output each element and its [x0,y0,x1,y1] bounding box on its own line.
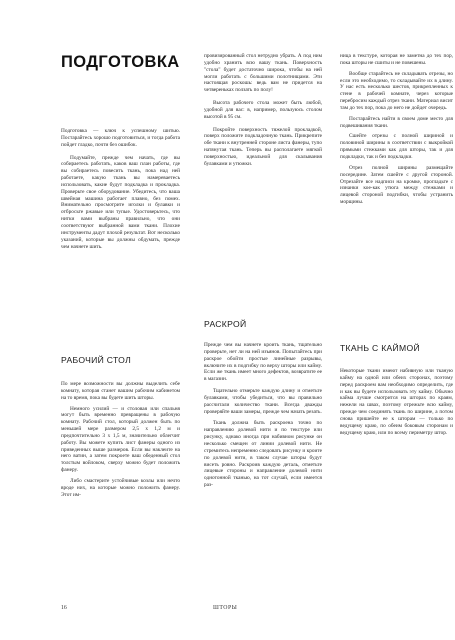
running-footer: ШТОРЫ [213,605,238,611]
heading-cutting: РАСКРОЙ [204,319,247,329]
body-paragraph: Сшейте отрезы с полной шириной и половиной ширины в соответствии с выкройкой прямыми стежками как для шторы, так и для подкладки, так и без подкладки. [340,133,453,160]
column-2 [204,53,322,168]
body-paragraph: Тщательно отмерьте каждую длину и отметьте булавками, чтобы убедиться, что вы правильно рассчитали количество ткани. Всегда дважды проверяйте ваши замеры, прежде чем начать резать. [204,388,322,415]
column-3-lower [340,368,453,436]
heading-bordered-fabric: ТКАНЬ С КАЙМОЙ [340,343,420,353]
body-paragraph: Либо смастерите устойчивые козлы или нечто вроде них, на которые можно положить фанеру. Этот им- [61,477,180,498]
page-title: ПОДГОТОВКА [61,53,180,71]
body-paragraph: Отрез полной ширины размещайте посередине. Затем сшейте с другой стороной. Отрезайте все надписи на кромке, прогладьте с изнанки кое-как утюга между стежками и лицевой стороной подгибки, чтобы устранить морщины. [340,164,453,206]
body-paragraph: Высота рабочего стола может быть любой, удобной для вас: в, например, пользуюсь столом высотой в 95 см. [204,100,322,120]
body-paragraph: Покройте поверхность тяжелой прокладкой, поверх положите подкладочную ткань. Прикрепите обе ткани к внутренней стороне листа фанеры, тупо натянутая ткань. Теперь вы располагаете мягкой поверхностью, идеальной для скалывания булавками и утюжки. [204,126,322,167]
body-paragraph: Немного усилий — и столовая или спальня могут быть временно превращены в рабочую комнату. Рабочий стол, который должен быть по меньшей мере размером 2,5 х 1,2 м и предпочтительно 3 х 1,5 м, значительно облегчит работу. Вы можете купить лист фанеры одного из приведенных выше размеров. Если вы наклеите на него ватин, а затем покроете ваш обеденный стол толстым войлоком, сверху можно будет положить фанеру. [61,405,180,474]
body-paragraph: Подумайте, прежде чем начать, где вы собираетесь работать, каков ваш план работы, где вы собираетесь повесить ткань, пока над ней работаете, какую ткань вы намереваетесь использовать, какие будут подкладка и прокладка. Проверьте свое оборудование. Убедитесь, что ваша швейная машина работает плавно, без помех. Внимательно просмотрите иголки и булавки и отбросьте ржавые или тупые. Удостоверьтесь, что нитки вами выбраны правильно, что они соответствуют выбранной вами ткани. Плохие инструменты дадут плохой результат. Вот несколько указаний, которые вы должны обдумать, прежде чем начнете шить. [61,154,180,250]
intro-paragraph: Подготовка — ключ к успешному шитью. Постарайтесь хорошо подготовиться, и тогда работа пойдет гладко, почти без ошибок. [61,128,180,148]
column-1 [61,128,180,250]
column-3 [340,53,453,206]
body-paragraph: Вообще старайтесь не складывать отрезы, но если это необходимо, то складывайте их в длину. У нас есть несколько шестов, прикрепленных к стене в рабочей комнате, через которые перебросим каждый отрез ткани. Материал висит там до тех пор, пока до него не дойдет очередь. [340,70,453,111]
body-paragraph: Постарайтесь найти в своем доме место для подвешивания ткани. [340,115,453,129]
column-1-lower [61,381,180,499]
body-paragraph: провизированный стол нетрудно убрать. А под ним удобно хранить всю вашу ткань. Поверхность "стола" будет достаточно широка, чтобы на ней могли работать с большими полотнищами. Эти настоящая роскошь: ведь вам не придется на четвереньках ползать по полу! [204,53,322,94]
page-number: 16 [61,605,67,611]
body-paragraph: Некоторые ткани имеют набивную или тканую кайму на одной или обеих сторонах, поэтому перед раскроем вам необходимо определить, где и как вы будете использовать эту кайму. Обычно кайма лучше смотрится на шторах по краям, нежели на швах, поэтому отрежьте всю кайму, прежде чем соединять ткань по ширине, а потом снова пришейте ее к шторам — только по ведущему краю, по обеим боковым сторонам и ведущему краю, или по всему периметру штор. [340,368,453,436]
body-paragraph: По мере возможности вы должны выделить себе комнату, которая станет вашим рабочим кабинетом на то время, пока вы будете шить шторы. [61,381,180,401]
column-2-lower [204,342,322,489]
heading-work-table: РАБОЧИЙ СТОЛ [61,355,132,365]
body-paragraph: ница в текстуре, которая не заметна до тех пор, пока шторы не сшиты и не повешены. [340,53,453,66]
body-paragraph: Ткань должна быть раскроена точно по направлению долевой нити и по текстуре или рисунку, однако иногда при набивном рисунке он несколько смещен от линии долевой нити. Не стремитесь непременно следовать рисунку и кроите по долевой нити, в таком случае шторы будут висеть ровно. Раскроив каждую деталь, отметьте лицевые стороны и направление долевой нити однотонной тканью, на тот случай, если имеется раз- [204,420,322,489]
body-paragraph: Прежде чем вы начнете кроить ткань, тщательно проверьте, нет ли на ней изъянов. Попытайтесь при раскрое обойти простые линейные разрывы, включите их в подгибку по верху шторы или кайму. Если же ткань имеет много дефектов, возвратите ее в магазин. [204,342,322,383]
